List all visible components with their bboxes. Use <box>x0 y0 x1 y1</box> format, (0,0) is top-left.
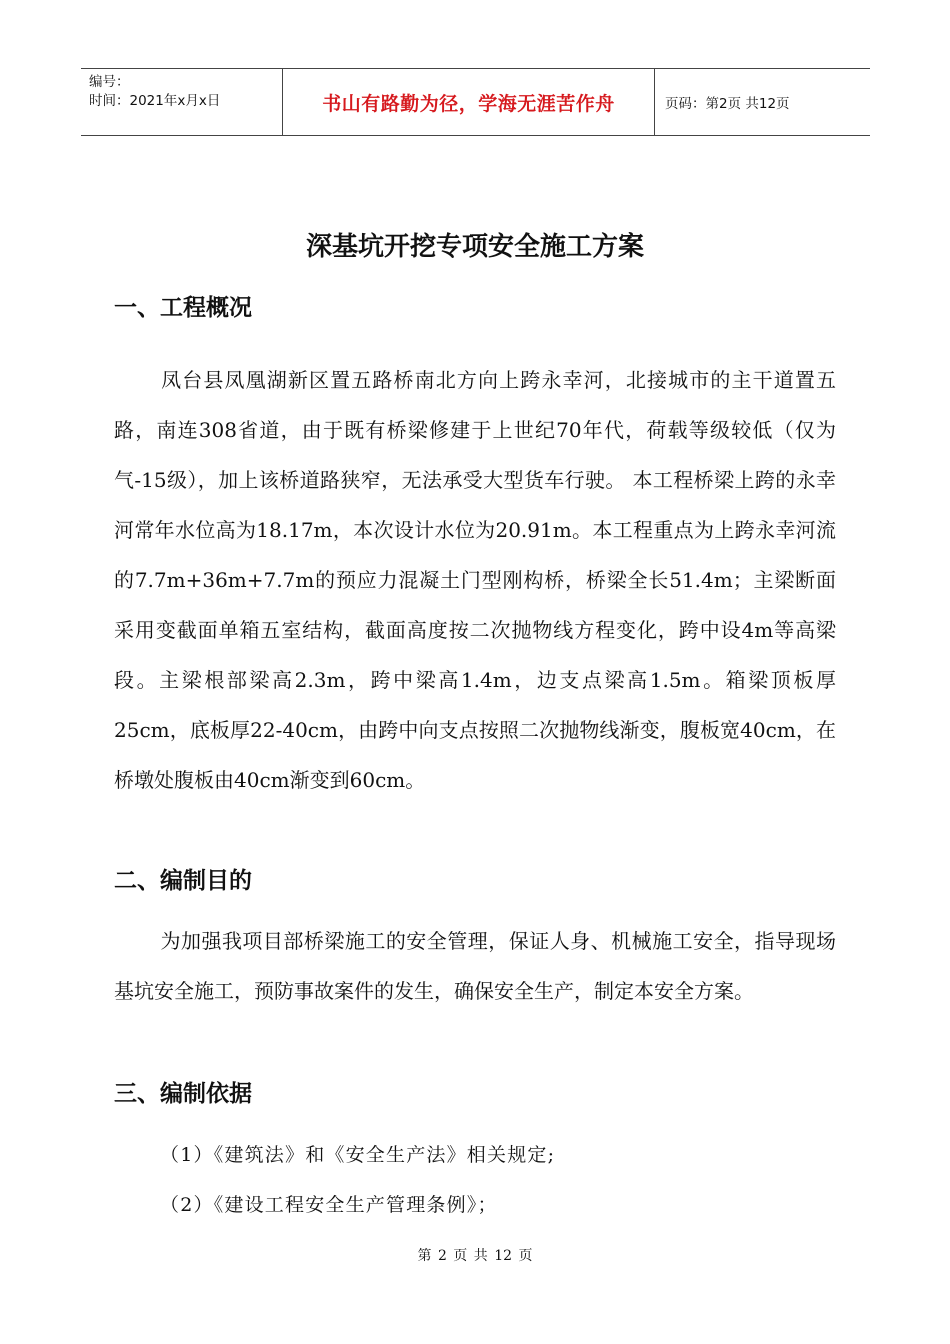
purpose-paragraph <box>114 916 836 1016</box>
purpose-text: 为加强我项目部桥梁施工的安全管理，保证人身、机械施工安全，指导现场基坑安全施工，预防事故案件的发生，确保安全生产，制定本安全方案。 <box>114 929 836 1003</box>
overview-paragraph <box>114 355 836 805</box>
header-info <box>81 69 282 135</box>
section-heading-purpose: 二、编制目的 <box>114 868 252 894</box>
basis-item: （1）《建筑法》和《安全生产法》相关规定; <box>160 1144 556 1166</box>
overview-text: 凤台县凤凰湖新区置五路桥南北方向上跨永幸河，北接城市的主干道置五路，南连308省道，由于既有桥梁修建于上世纪70年代，荷载等级较低（仅为气-15级），加上该桥道路狭窄，无法承受大型货车行驶。 本工程桥梁上跨的永幸河常年水位高为18.17m，本次设计水位为20.91m。本工程重点为上跨永幸河流的7.7m+36m+7.7m的预应力混凝土门型刚构桥，桥梁全长51.4m；主梁断面采用变截面单箱五室结构，截面高度按二次抛物线方程变化，跨中设4m等高梁段。主梁根部梁高2.3m，跨中梁高1.4m，边支点梁高1.5m。箱梁顶板厚25cm，底板厚22-40cm，由跨中向支点按照二次抛物线渐变，腹板宽40cm，在桥墩处腹板由40cm渐变到60cm。 <box>114 368 836 792</box>
header-page-code: 页码：第2页 共12页 <box>665 96 790 112</box>
number-label: 编号： <box>89 74 130 90</box>
page-header <box>81 68 870 136</box>
section-heading-basis: 三、编制依据 <box>114 1081 252 1107</box>
section-heading-overview: 一、工程概况 <box>114 295 252 321</box>
header-motto: 书山有路勤为径，学海无涯苦作舟 <box>282 69 655 135</box>
basis-item: （2）《建设工程安全生产管理条例》； <box>160 1194 498 1216</box>
page-footer: 第 2 页 共 12 页 <box>417 1248 533 1264</box>
time-label: 时间：2021年x月x日 <box>89 93 221 109</box>
document-title: 深基坑开挖专项安全施工方案 <box>305 232 644 262</box>
